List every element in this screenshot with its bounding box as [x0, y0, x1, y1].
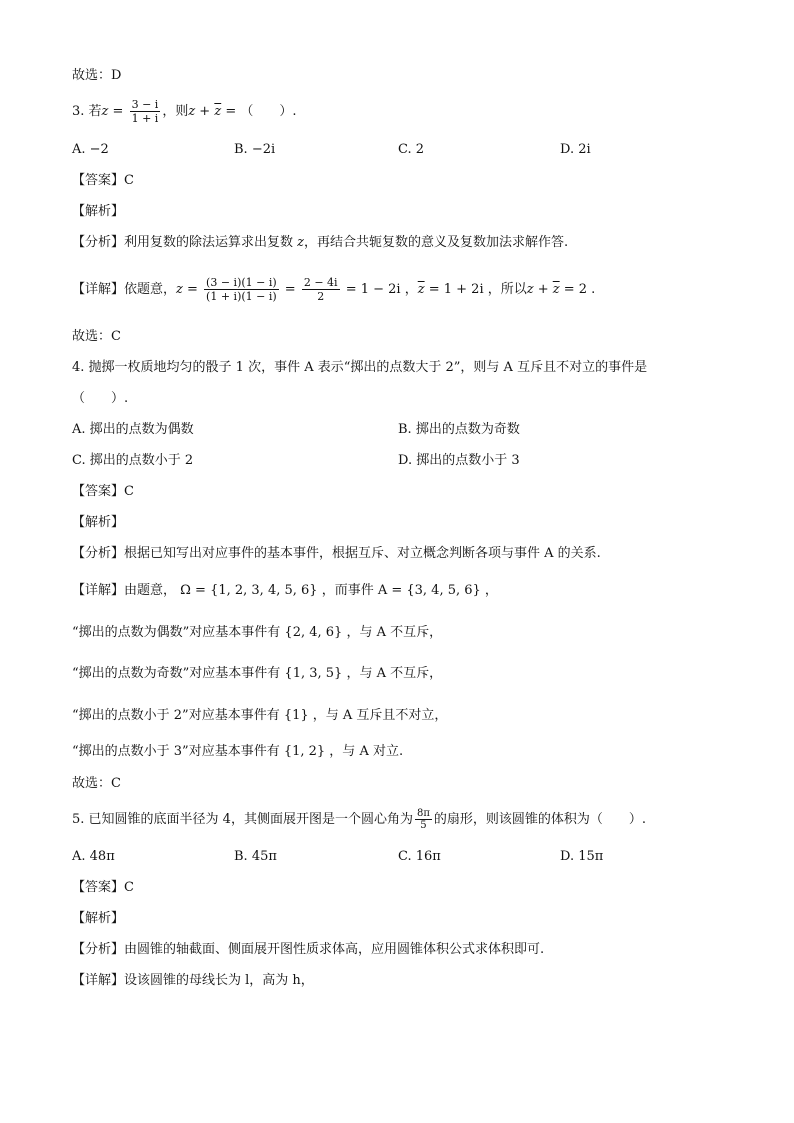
- solution-text: 【详解】由题意， Ω = {1, 2, 3, 4, 5, 6} ，而事件 A = {3, 4, 5, 6} ，: [72, 583, 498, 598]
- text: 【详解】依题意，: [72, 282, 177, 297]
- solution-text: [72, 276, 595, 303]
- variable-z: z: [101, 104, 109, 119]
- option-c: C. 16π: [398, 849, 441, 864]
- numerator: 2 − 4i: [303, 276, 338, 289]
- question-5: [72, 808, 646, 831]
- question-3-number: 3. 若: [72, 104, 102, 119]
- option-c: C. 掷出的点数小于 2: [72, 453, 194, 468]
- expression: z +: [526, 282, 553, 297]
- variable-z: z: [293, 235, 304, 250]
- analysis-label: 【解析】: [72, 204, 125, 219]
- option-a: A. 掷出的点数为偶数: [72, 422, 194, 437]
- answer-label: 【答案】C: [72, 880, 134, 895]
- conjugate-z: $\overline{z}$: [214, 104, 222, 119]
- option-a: A. 48π: [72, 849, 115, 864]
- analysis-label: 【解析】: [72, 911, 125, 926]
- answer-choice-line: 故选：C: [72, 776, 121, 791]
- option-b: B. 45π: [234, 849, 277, 864]
- event-line: “掷出的点数小于 3”对应基本事件有 {1, 2} ，与 A 对立.: [72, 744, 404, 759]
- variable-z: z: [176, 282, 183, 297]
- numerator: 8π: [416, 808, 430, 819]
- text: = 1 − 2i ，: [341, 282, 418, 297]
- answer-label: 【答案】C: [72, 173, 134, 188]
- event-line: “掷出的点数为奇数”对应基本事件有 {1, 3, 5} ，与 A 不互斥，: [72, 666, 443, 681]
- option-b: B. 掷出的点数为奇数: [398, 422, 520, 437]
- text: = 1 + 2i ，所以: [424, 282, 527, 297]
- fraction: [302, 276, 340, 303]
- expression: z +: [188, 104, 215, 119]
- question-4-cont: （ ）.: [72, 391, 129, 406]
- question-3: [72, 98, 297, 125]
- text: ，再结合共轭复数的意义及复数加法求解作答.: [304, 235, 569, 250]
- option-d: D. 掷出的点数小于 3: [398, 453, 520, 468]
- conjugate-z: $\overline{z}$: [417, 282, 425, 297]
- analysis-label: 【解析】: [72, 515, 125, 530]
- fraction: [204, 276, 279, 303]
- numerator: 3 − i: [131, 98, 159, 111]
- text: = 2 .: [559, 282, 596, 297]
- denominator: 5: [420, 820, 427, 831]
- numerator: (3 − i)(1 − i): [206, 276, 277, 289]
- equals-sign: =: [280, 282, 300, 297]
- option-c: C. 2: [398, 142, 425, 157]
- option-d: D. 2i: [560, 142, 591, 157]
- denominator: (1 + i)(1 − i): [206, 290, 277, 303]
- option-d: D. 15π: [560, 849, 604, 864]
- fraction: [130, 98, 161, 125]
- event-line: “掷出的点数为偶数”对应基本事件有 {2, 4, 6} ，与 A 不互斥，: [72, 625, 443, 640]
- equals-sign: =: [108, 104, 128, 119]
- event-line: “掷出的点数小于 2”对应基本事件有 {1} ，与 A 互斥且不对立，: [72, 708, 448, 723]
- answer-choice-line: 故选：D: [72, 68, 122, 83]
- denominator: 1 + i: [131, 112, 159, 125]
- option-b: B. −2i: [234, 142, 276, 157]
- analysis-text: [72, 234, 568, 252]
- text: ，则: [162, 104, 189, 119]
- conjugate-z: $\overline{z}$: [552, 282, 560, 297]
- fraction: [415, 808, 432, 831]
- analysis-text: 【分析】根据已知写出对应事件的基本事件，根据互斥、对立概念判断各项与事件 A 的关系.: [72, 546, 601, 561]
- text: 【分析】利用复数的除法运算求出复数: [72, 235, 294, 250]
- equals-sign: =: [182, 282, 203, 297]
- text: 的扇形，则该圆锥的体积为（ ）.: [433, 812, 647, 827]
- denominator: 2: [317, 290, 325, 303]
- option-a: A. −2: [72, 142, 109, 157]
- answer-label: 【答案】C: [72, 484, 134, 499]
- text: 5. 已知圆锥的底面半径为 4，其侧面展开图是一个圆心角为: [72, 812, 413, 827]
- analysis-text: 【分析】由圆锥的轴截面、侧面展开图性质求体高，应用圆锥体积公式求体积即可.: [72, 942, 545, 957]
- answer-choice-line: 故选：C: [72, 329, 121, 344]
- text: = （ ）.: [221, 104, 297, 119]
- solution-text: 【详解】设该圆锥的母线长为 l，高为 h，: [72, 973, 314, 988]
- question-4: 4. 抛掷一枚质地均匀的骰子 1 次，事件 A 表示“掷出的点数大于 2”，则与 A 互斥且不对立的事件是: [72, 360, 648, 375]
